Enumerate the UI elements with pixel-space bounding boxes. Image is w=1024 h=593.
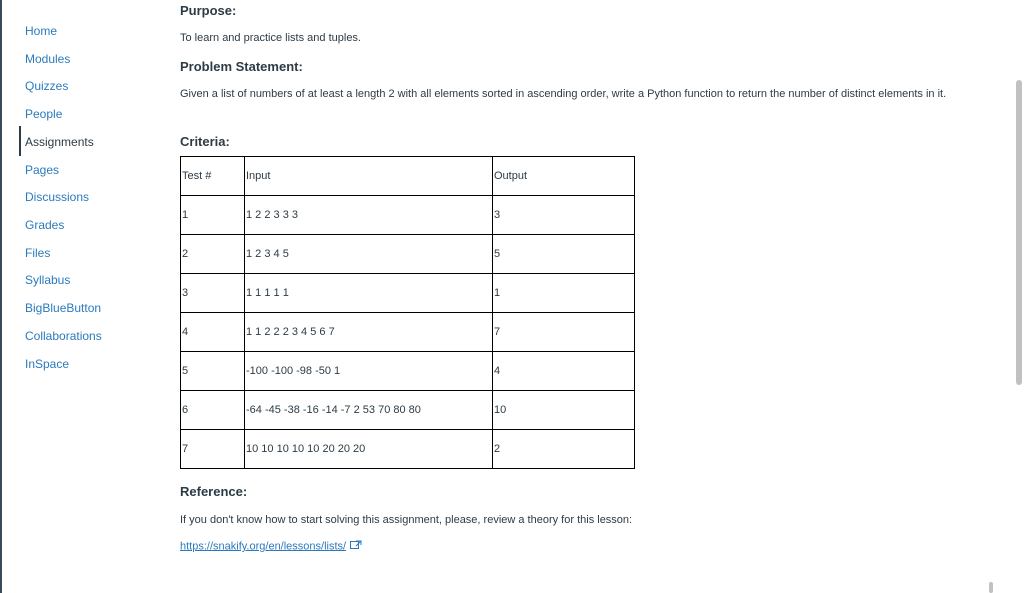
sidebar-item-inspace[interactable]: InSpace [25,357,70,371]
cell-input: 1 2 2 3 3 3 [245,196,493,235]
sidebar-item-discussions[interactable]: Discussions [25,190,90,204]
cell-test-number: 5 [181,352,245,391]
problem-text: Given a list of numbers of at least a length 2 with all elements sorted in ascending order, write a Python function to return the number of distinct elements in it. [180,88,947,100]
cell-output: 10 [493,391,635,430]
sidebar-item-collaborations[interactable]: Collaborations [25,329,102,343]
criteria-table [180,156,635,469]
table-row [181,352,635,391]
reference-link-text[interactable]: https://snakify.org/en/lessons/lists/ [180,540,347,553]
cell-output: 5 [493,235,635,274]
table-row [181,391,635,430]
table-header-row [181,157,635,196]
cell-test-number: 1 [181,196,245,235]
purpose-text: To learn and practice lists and tuples. [180,32,361,44]
sidebar-item-modules[interactable]: Modules [25,52,71,66]
header-input: Input [245,157,493,196]
vertical-scrollbar[interactable] [1016,80,1022,385]
table-row [181,313,635,352]
cell-test-number: 6 [181,391,245,430]
sidebar-item-bigbluebutton[interactable]: BigBlueButton [25,301,102,315]
scrollbar-handle-bottom[interactable] [989,582,993,593]
cell-input: -64 -45 -38 -16 -14 -7 2 53 70 80 80 [245,391,493,430]
cell-output: 2 [493,430,635,469]
sidebar-item-quizzes[interactable]: Quizzes [25,79,69,93]
purpose-heading: Purpose: [180,3,237,18]
cell-test-number: 3 [181,274,245,313]
header-test-number: Test # [181,157,245,196]
reference-text: If you don't know how to start solving this assignment, please, review a theory for this lesson: [180,514,633,526]
cell-test-number: 7 [181,430,245,469]
cell-output: 3 [493,196,635,235]
sidebar-item-grades[interactable]: Grades [25,218,65,232]
external-link-icon[interactable] [350,540,362,553]
cell-input: -100 -100 -98 -50 1 [245,352,493,391]
cell-test-number: 2 [181,235,245,274]
table-row [181,235,635,274]
cell-input: 1 1 2 2 2 3 4 5 6 7 [245,313,493,352]
sidebar-item-people[interactable]: People [25,107,63,121]
course-navigation [0,0,160,593]
sidebar-item-syllabus[interactable]: Syllabus [25,273,71,287]
sidebar-item-home[interactable]: Home [25,24,58,38]
problem-heading: Problem Statement: [180,59,303,74]
table-row [181,274,635,313]
cell-input: 10 10 10 10 10 20 20 20 [245,430,493,469]
cell-test-number: 4 [181,313,245,352]
cell-output: 1 [493,274,635,313]
sidebar-item-assignments[interactable]: Assignments [25,135,94,149]
header-output: Output [493,157,635,196]
cell-input: 1 1 1 1 1 [245,274,493,313]
table-row [181,196,635,235]
cell-output: 4 [493,352,635,391]
reference-heading: Reference: [180,484,248,499]
table-row [181,430,635,469]
reference-link[interactable] [180,540,362,553]
criteria-heading: Criteria: [180,134,230,149]
cell-input: 1 2 3 4 5 [245,235,493,274]
active-indicator [19,126,21,156]
sidebar-item-files[interactable]: Files [25,246,51,260]
sidebar-item-pages[interactable]: Pages [25,163,60,177]
cell-output: 7 [493,313,635,352]
